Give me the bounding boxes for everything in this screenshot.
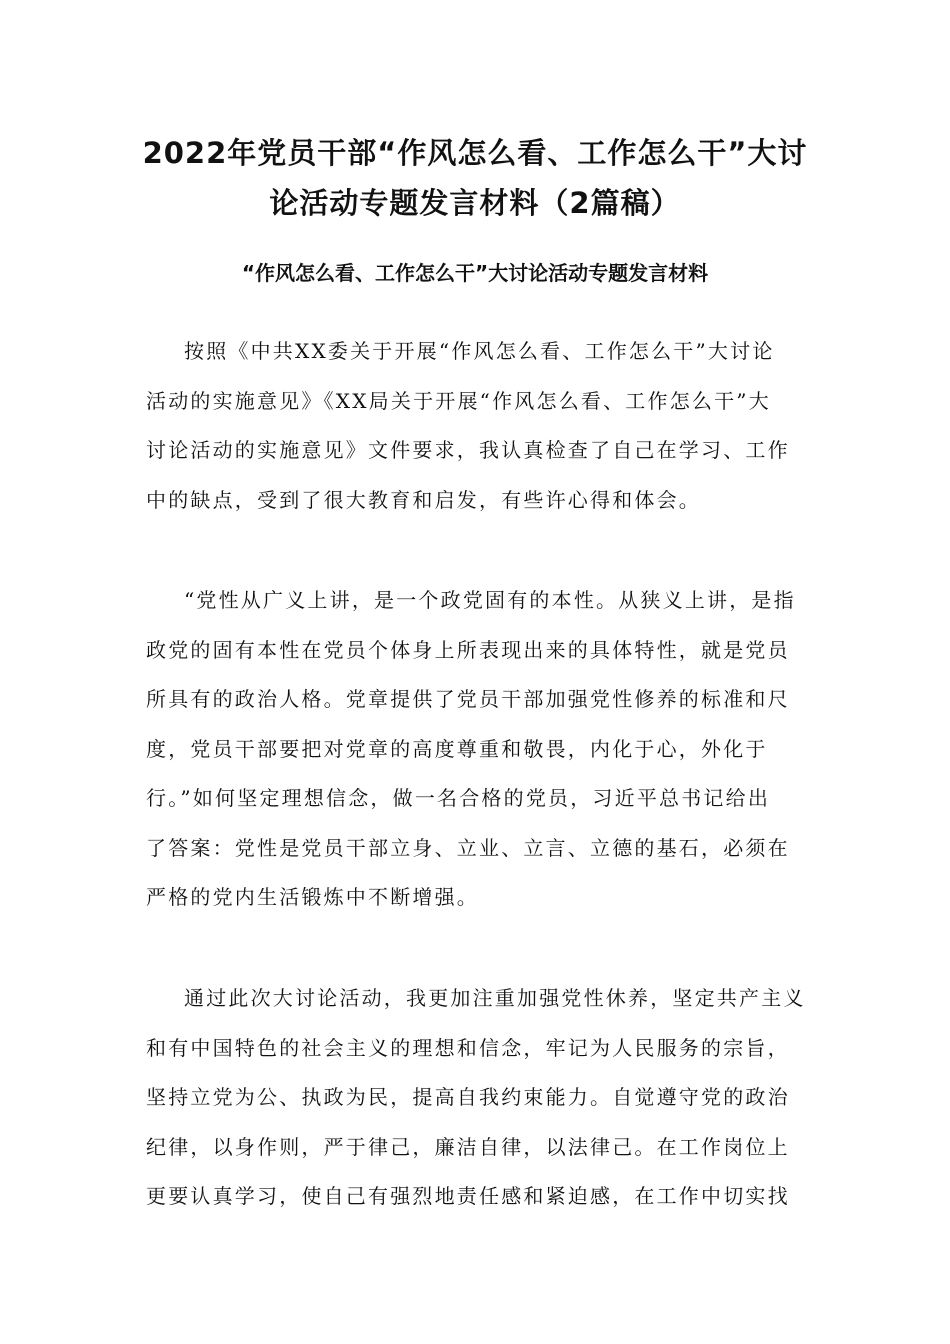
paragraph-line: “党性从广义上讲，是一个政党固有的本性。从狭义上讲，是指 bbox=[184, 588, 796, 612]
paragraph-line: 通过此次大讨论活动，我更加注重加强党性休养，坚定共产主义 bbox=[184, 986, 806, 1010]
paragraph-line: 政党的固有本性在党员个体身上所表现出来的具体特性，就是党员 bbox=[146, 637, 790, 662]
document-title-line: 2022年党员干部“作风怎么看、工作怎么干”大讨 bbox=[142, 136, 808, 170]
document-title-line: 论活动专题发言材料（2篇稿） bbox=[269, 186, 681, 220]
paragraph-line: 更要认真学习，使自己有强烈地责任感和紧迫感，在工作中切实找 bbox=[146, 1184, 790, 1208]
paragraph-line: 行。”如何坚定理想信念，做一名合格的党员，习近平总书记给出 bbox=[146, 786, 771, 810]
paragraph-line: 坚持立党为公、执政为民，提高自我约束能力。自觉遵守党的政治 bbox=[146, 1085, 790, 1109]
paragraph-line: 按照《中共XX委关于开展“作风怎么看、工作怎么干”大讨论 bbox=[184, 339, 775, 363]
paragraph-line: 度，党员干部要把对党章的高度尊重和敬畏，内化于心，外化于 bbox=[146, 736, 768, 761]
paragraph-1 bbox=[146, 327, 810, 525]
document-title bbox=[140, 128, 810, 228]
section-title: “作风怎么看、工作怎么干”大讨论活动专题发言材料 bbox=[241, 261, 709, 285]
paragraph-line: 纪律，以身作则，严于律己，廉洁自律，以法律己。在工作岗位上 bbox=[146, 1134, 790, 1159]
paragraph-3 bbox=[146, 974, 810, 1222]
paragraph-line: 所具有的政治人格。党章提供了党员干部加强党性修养的标准和尺 bbox=[146, 687, 790, 711]
paragraph-line: 活动的实施意见》《XX局关于开展“作风怎么看、工作怎么干”大 bbox=[146, 388, 771, 413]
paragraph-2 bbox=[146, 576, 810, 923]
paragraph-line: 中的缺点，受到了很大教育和启发，有些许心得和体会。 bbox=[146, 487, 701, 512]
paragraph-line: 和有中国特色的社会主义的理想和信念，牢记为人民服务的宗旨， bbox=[146, 1035, 790, 1060]
paragraph-line: 严格的党内生活锻炼中不断增强。 bbox=[146, 885, 479, 909]
paragraph-line: 了答案：党性是党员干部立身、立业、立言、立德的基石，必须在 bbox=[146, 835, 790, 860]
paragraph-line: 讨论活动的实施意见》文件要求，我认真检查了自己在学习、工作 bbox=[146, 438, 790, 462]
